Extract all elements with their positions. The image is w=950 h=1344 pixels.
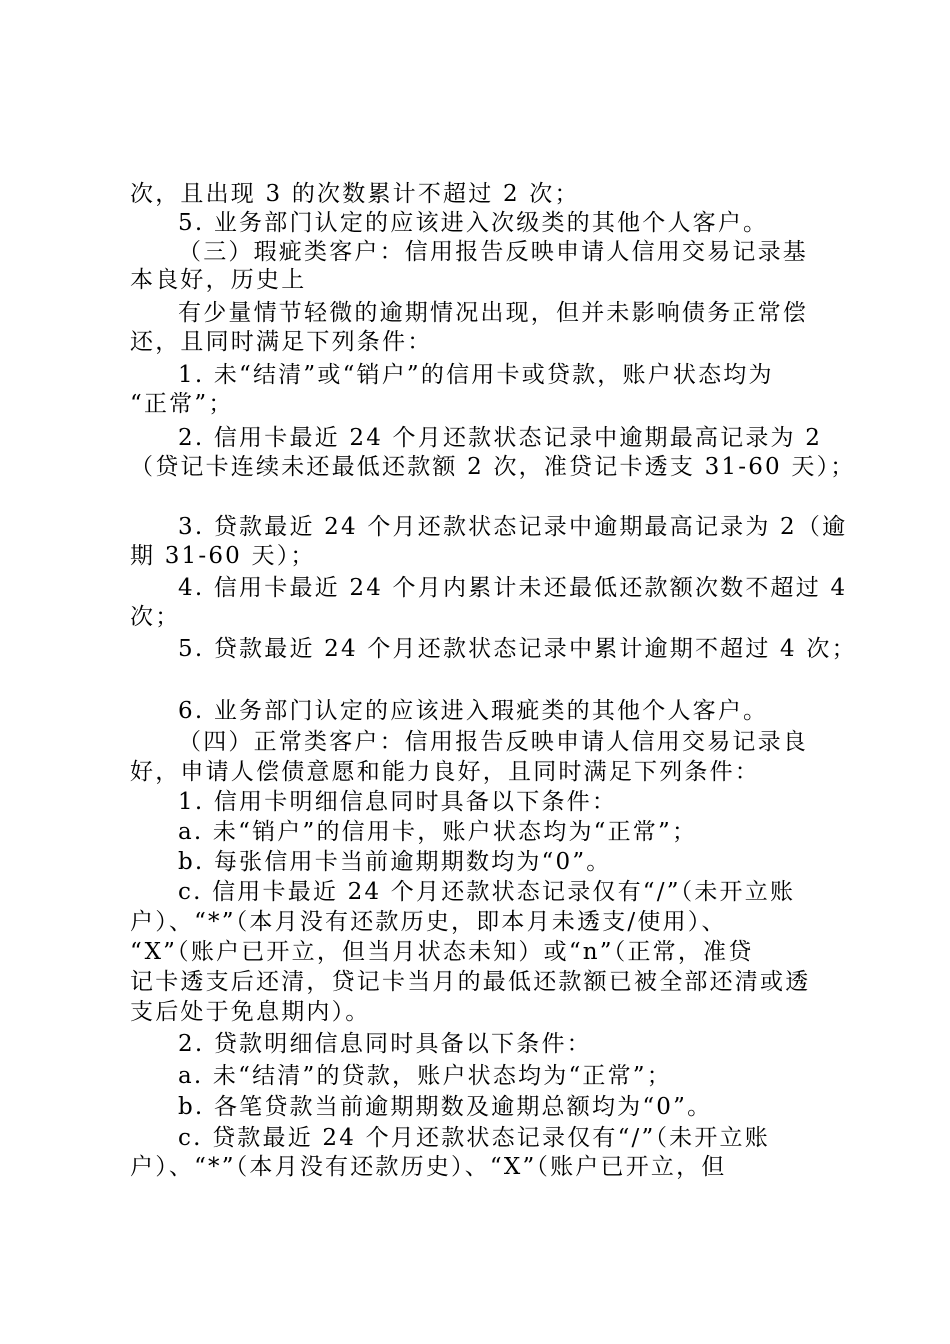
text-line-20: a. 未“销户”的信用卡，账户状态均为“正常”；: [178, 819, 698, 845]
text-line-8: “正常”；: [130, 391, 234, 417]
text-line-15: 5. 贷款最近 24 个月还款状态记录中累计逾期不超过 4 次；: [178, 636, 857, 662]
section-heading-defective: （三）瑕疵类客户：信用报告反映申请人信用交易记录基: [178, 239, 808, 265]
text-line-29: b. 各笔贷款当前逾期期数及逾期总额均为“0”。: [178, 1094, 713, 1120]
text-line-14: 次；: [130, 604, 181, 630]
text-line-21: b. 每张信用卡当前逾期期数均为“0”。: [178, 849, 612, 875]
text-line-18: 好，申请人偿债意愿和能力良好，且同时满足下列条件：: [130, 759, 760, 785]
text-line-27: 2. 贷款明细信息同时具备以下条件：: [178, 1031, 592, 1057]
text-line-16: 6. 业务部门认定的应该进入瑕疵类的其他个人客户。: [178, 698, 769, 724]
text-line-11: 3. 贷款最近 24 个月还款状态记录中逾期最高记录为 2（逾: [178, 514, 848, 540]
text-line-24: “X”（账户已开立，但当月状态未知）或“n”（正常，准贷: [130, 939, 754, 965]
text-line-25: 记卡透支后还清，贷记卡当月的最低还款额已被全部还清或透: [130, 969, 811, 995]
text-line-4: 本良好，历史上: [130, 267, 307, 293]
text-line-23: 户）、“*”（本月没有还款历史，即本月未透支/使用）、: [130, 909, 727, 935]
text-line-2: 5. 业务部门认定的应该进入次级类的其他个人客户。: [178, 210, 769, 236]
text-line-13: 4. 信用卡最近 24 个月内累计未还最低还款额次数不超过 4: [178, 575, 848, 601]
text-line-6: 还，且同时满足下列条件：: [130, 329, 433, 355]
text-line-22: c. 信用卡最近 24 个月还款状态记录仅有“/”（未开立账: [178, 879, 796, 905]
text-line-30: c. 贷款最近 24 个月还款状态记录仅有“/”（未开立账: [178, 1125, 770, 1151]
text-line-28: a. 未“结清”的贷款，账户状态均为“正常”；: [178, 1063, 672, 1089]
text-line-5: 有少量情节轻微的逾期情况出现，但并未影响债务正常偿: [178, 300, 808, 326]
text-line-9: 2. 信用卡最近 24 个月还款状态记录中逾期最高记录为 2: [178, 425, 823, 451]
text-line-7: 1. 未“结清”或“销户”的信用卡或贷款，账户状态均为: [178, 362, 774, 388]
text-line-19: 1. 信用卡明细信息同时具备以下条件：: [178, 789, 618, 815]
section-heading-normal: （四）正常类客户：信用报告反映申请人信用交易记录良: [178, 729, 808, 755]
text-line-26: 支后处于免息期内）。: [130, 999, 371, 1025]
text-line-31: 户）、“*”（本月没有还款历史）、“X”（账户已开立，但: [130, 1154, 727, 1180]
text-line-12: 期 31-60 天）；: [130, 543, 316, 569]
text-line-10: （贷记卡连续未还最低还款额 2 次，准贷记卡透支 31-60 天）；: [130, 454, 856, 480]
text-line-1: 次，且出现 3 的次数累计不超过 2 次；: [130, 181, 580, 207]
